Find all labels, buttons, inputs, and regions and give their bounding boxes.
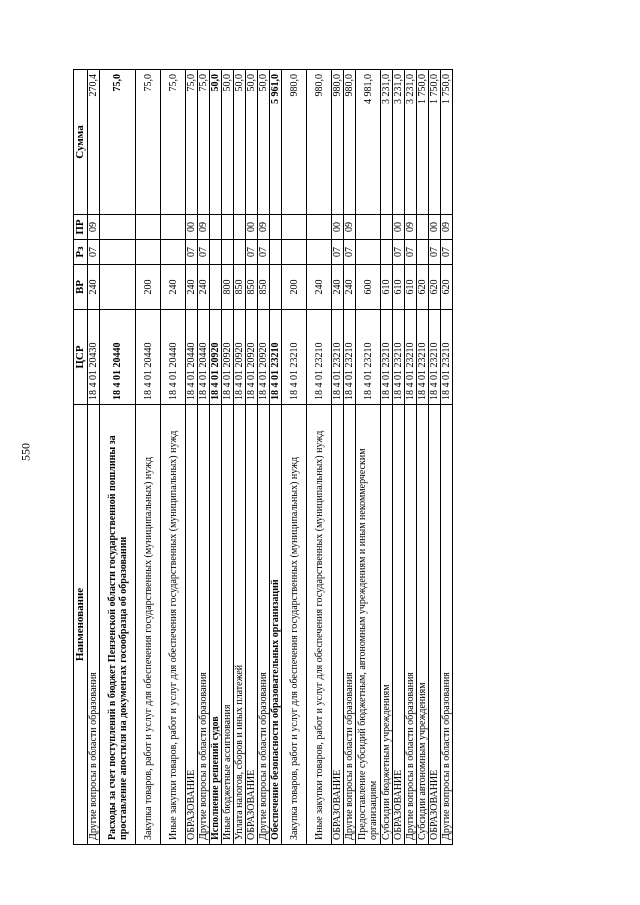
cell-sum: 50,0 bbox=[246, 70, 258, 215]
cell-pr bbox=[136, 215, 161, 240]
cell-pr bbox=[222, 215, 234, 240]
cell-pr bbox=[234, 215, 246, 240]
cell-vr: 850 bbox=[234, 265, 246, 310]
header-rz: Рз bbox=[74, 240, 88, 265]
cell-pr: 00 bbox=[246, 215, 258, 240]
cell-vr: 800 bbox=[222, 265, 234, 310]
cell-pr: 09 bbox=[258, 215, 270, 240]
cell-name: Другие вопросы в области образования bbox=[198, 405, 210, 845]
table-row bbox=[136, 70, 161, 845]
cell-name: Закупка товаров, работ и услуг для обеспечения государственных (муниципальных) нужд bbox=[136, 405, 161, 845]
cell-rz bbox=[222, 240, 234, 265]
cell-vr: 620 bbox=[429, 265, 441, 310]
table-body bbox=[88, 70, 453, 845]
cell-name: Другие вопросы в области образования bbox=[344, 405, 356, 845]
cell-csr: 18 4 01 20920 bbox=[222, 310, 234, 405]
table-row bbox=[234, 70, 246, 845]
header-name: Наименование bbox=[74, 405, 88, 845]
cell-vr: 850 bbox=[246, 265, 258, 310]
table-row bbox=[282, 70, 307, 845]
cell-vr: 240 bbox=[307, 265, 332, 310]
cell-vr bbox=[210, 265, 222, 310]
cell-sum: 980,0 bbox=[307, 70, 332, 215]
table-row bbox=[210, 70, 222, 845]
table-row bbox=[161, 70, 186, 845]
cell-pr bbox=[100, 215, 136, 240]
cell-csr: 18 4 01 23210 bbox=[307, 310, 332, 405]
cell-vr: 240 bbox=[161, 265, 186, 310]
cell-pr: 00 bbox=[332, 215, 344, 240]
cell-pr bbox=[282, 215, 307, 240]
cell-csr: 18 4 01 23210 bbox=[282, 310, 307, 405]
table-row bbox=[429, 70, 441, 845]
cell-rz bbox=[356, 240, 381, 265]
table-row bbox=[100, 70, 136, 845]
cell-csr: 18 4 01 20440 bbox=[186, 310, 198, 405]
table-row bbox=[186, 70, 198, 845]
cell-rz: 07 bbox=[441, 240, 453, 265]
table-row bbox=[417, 70, 429, 845]
cell-sum: 50,0 bbox=[234, 70, 246, 215]
cell-csr: 18 4 01 23210 bbox=[429, 310, 441, 405]
cell-rz: 07 bbox=[393, 240, 405, 265]
cell-rz bbox=[234, 240, 246, 265]
table-row bbox=[405, 70, 417, 845]
cell-sum: 980,0 bbox=[344, 70, 356, 215]
cell-sum: 270,4 bbox=[88, 70, 100, 215]
cell-name: Субсидии бюджетным учреждениям bbox=[381, 405, 393, 845]
cell-name: Обеспечение безопасности образовательных организаций bbox=[270, 405, 282, 845]
table-row bbox=[307, 70, 332, 845]
cell-pr: 00 bbox=[429, 215, 441, 240]
cell-csr: 18 4 01 20440 bbox=[100, 310, 136, 405]
cell-csr: 18 4 01 20440 bbox=[136, 310, 161, 405]
header-vr: ВР bbox=[74, 265, 88, 310]
cell-sum: 980,0 bbox=[282, 70, 307, 215]
cell-rz: 07 bbox=[332, 240, 344, 265]
cell-sum: 3 231,0 bbox=[393, 70, 405, 215]
cell-rz: 07 bbox=[429, 240, 441, 265]
table-row bbox=[88, 70, 100, 845]
cell-pr: 09 bbox=[198, 215, 210, 240]
cell-pr bbox=[210, 215, 222, 240]
cell-pr: 09 bbox=[344, 215, 356, 240]
cell-sum: 75,0 bbox=[136, 70, 161, 215]
cell-rz bbox=[307, 240, 332, 265]
cell-csr: 18 4 01 23210 bbox=[344, 310, 356, 405]
cell-pr bbox=[381, 215, 393, 240]
cell-sum: 1 750,0 bbox=[441, 70, 453, 215]
cell-csr: 18 4 01 23210 bbox=[381, 310, 393, 405]
cell-vr: 610 bbox=[393, 265, 405, 310]
cell-sum: 50,0 bbox=[222, 70, 234, 215]
cell-pr bbox=[417, 215, 429, 240]
cell-rz: 07 bbox=[246, 240, 258, 265]
cell-rz bbox=[270, 240, 282, 265]
cell-sum: 75,0 bbox=[198, 70, 210, 215]
cell-name: Предоставление субсидий бюджетным, автономным учреждениям и иным некоммерческим организациям bbox=[356, 405, 381, 845]
cell-vr: 610 bbox=[405, 265, 417, 310]
cell-pr bbox=[356, 215, 381, 240]
cell-vr: 200 bbox=[136, 265, 161, 310]
table-row bbox=[222, 70, 234, 845]
cell-rz bbox=[417, 240, 429, 265]
cell-pr: 09 bbox=[88, 215, 100, 240]
cell-pr: 00 bbox=[186, 215, 198, 240]
cell-name: Уплата налогов, сборов и иных платежей bbox=[234, 405, 246, 845]
cell-rz: 07 bbox=[186, 240, 198, 265]
cell-sum: 3 231,0 bbox=[381, 70, 393, 215]
cell-name: ОБРАЗОВАНИЕ bbox=[393, 405, 405, 845]
cell-pr: 09 bbox=[405, 215, 417, 240]
cell-name: Субсидии автономным учреждениям bbox=[417, 405, 429, 845]
table-row bbox=[441, 70, 453, 845]
cell-csr: 18 4 01 20440 bbox=[198, 310, 210, 405]
cell-sum: 75,0 bbox=[100, 70, 136, 215]
table-row bbox=[270, 70, 282, 845]
table-row bbox=[356, 70, 381, 845]
page-number: 550 bbox=[18, 443, 33, 461]
cell-pr bbox=[307, 215, 332, 240]
cell-sum: 3 231,0 bbox=[405, 70, 417, 215]
cell-vr: 600 bbox=[356, 265, 381, 310]
header-pr: ПР bbox=[74, 215, 88, 240]
cell-name: Другие вопросы в области образования bbox=[88, 405, 100, 845]
cell-name: Исполнение решений судов bbox=[210, 405, 222, 845]
cell-vr bbox=[100, 265, 136, 310]
cell-rz bbox=[210, 240, 222, 265]
cell-name: ОБРАЗОВАНИЕ bbox=[429, 405, 441, 845]
cell-vr: 610 bbox=[381, 265, 393, 310]
cell-name: ОБРАЗОВАНИЕ bbox=[332, 405, 344, 845]
cell-csr: 18 4 01 20430 bbox=[88, 310, 100, 405]
budget-table-container bbox=[73, 70, 523, 845]
cell-sum: 1 750,0 bbox=[429, 70, 441, 215]
cell-sum: 75,0 bbox=[161, 70, 186, 215]
cell-csr: 18 4 01 23210 bbox=[405, 310, 417, 405]
cell-pr bbox=[270, 215, 282, 240]
cell-sum: 1 750,0 bbox=[417, 70, 429, 215]
cell-rz: 07 bbox=[198, 240, 210, 265]
cell-rz: 07 bbox=[405, 240, 417, 265]
table-row bbox=[246, 70, 258, 845]
cell-vr: 200 bbox=[282, 265, 307, 310]
cell-sum: 75,0 bbox=[186, 70, 198, 215]
cell-vr: 240 bbox=[344, 265, 356, 310]
table-header-row bbox=[74, 70, 88, 845]
cell-vr: 620 bbox=[441, 265, 453, 310]
cell-pr bbox=[161, 215, 186, 240]
cell-name: Другие вопросы в области образования bbox=[441, 405, 453, 845]
cell-vr: 240 bbox=[88, 265, 100, 310]
budget-table bbox=[73, 69, 453, 845]
cell-name: ОБРАЗОВАНИЕ bbox=[246, 405, 258, 845]
cell-vr: 240 bbox=[186, 265, 198, 310]
cell-csr: 18 4 01 23210 bbox=[270, 310, 282, 405]
cell-rz bbox=[100, 240, 136, 265]
table-row bbox=[258, 70, 270, 845]
cell-vr: 240 bbox=[198, 265, 210, 310]
cell-vr: 240 bbox=[332, 265, 344, 310]
cell-csr: 18 4 01 23210 bbox=[356, 310, 381, 405]
cell-name: Иные закупки товаров, работ и услуг для обеспечения государственных (муниципальных) нужд bbox=[307, 405, 332, 845]
cell-sum: 50,0 bbox=[258, 70, 270, 215]
cell-name: Расходы за счет поступлений в бюджет Пензенской области государственной пошлины за проставление апостиля на документах госообразца об образовании bbox=[100, 405, 136, 845]
cell-csr: 18 4 01 20920 bbox=[234, 310, 246, 405]
cell-name: Иные закупки товаров, работ и услуг для обеспечения государственных (муниципальных) нужд bbox=[161, 405, 186, 845]
cell-csr: 18 4 01 20920 bbox=[246, 310, 258, 405]
cell-sum: 50,0 bbox=[210, 70, 222, 215]
cell-sum: 4 981,0 bbox=[356, 70, 381, 215]
cell-vr: 620 bbox=[417, 265, 429, 310]
cell-vr bbox=[270, 265, 282, 310]
table-row bbox=[198, 70, 210, 845]
cell-csr: 18 4 01 23210 bbox=[441, 310, 453, 405]
cell-vr: 850 bbox=[258, 265, 270, 310]
cell-rz: 07 bbox=[344, 240, 356, 265]
header-sum: Сумма bbox=[74, 70, 88, 215]
cell-csr: 18 4 01 23210 bbox=[417, 310, 429, 405]
table-row bbox=[332, 70, 344, 845]
cell-csr: 18 4 01 20440 bbox=[161, 310, 186, 405]
cell-name: ОБРАЗОВАНИЕ bbox=[186, 405, 198, 845]
table-row bbox=[393, 70, 405, 845]
cell-name: Закупка товаров, работ и услуг для обеспечения государственных (муниципальных) нужд bbox=[282, 405, 307, 845]
table-row bbox=[344, 70, 356, 845]
cell-sum: 5 961,0 bbox=[270, 70, 282, 215]
cell-name: Другие вопросы в области образования bbox=[405, 405, 417, 845]
cell-rz bbox=[161, 240, 186, 265]
table-row bbox=[381, 70, 393, 845]
cell-csr: 18 4 01 23210 bbox=[332, 310, 344, 405]
cell-name: Иные бюджетные ассигнования bbox=[222, 405, 234, 845]
cell-csr: 18 4 01 20920 bbox=[210, 310, 222, 405]
cell-csr: 18 4 01 23210 bbox=[393, 310, 405, 405]
cell-rz bbox=[381, 240, 393, 265]
cell-rz: 07 bbox=[258, 240, 270, 265]
cell-rz: 07 bbox=[88, 240, 100, 265]
cell-pr: 09 bbox=[441, 215, 453, 240]
cell-name: Другие вопросы в области образования bbox=[258, 405, 270, 845]
cell-rz bbox=[282, 240, 307, 265]
header-csr: ЦСР bbox=[74, 310, 88, 405]
cell-sum: 980,0 bbox=[332, 70, 344, 215]
cell-rz bbox=[136, 240, 161, 265]
cell-csr: 18 4 01 20920 bbox=[258, 310, 270, 405]
cell-pr: 00 bbox=[393, 215, 405, 240]
